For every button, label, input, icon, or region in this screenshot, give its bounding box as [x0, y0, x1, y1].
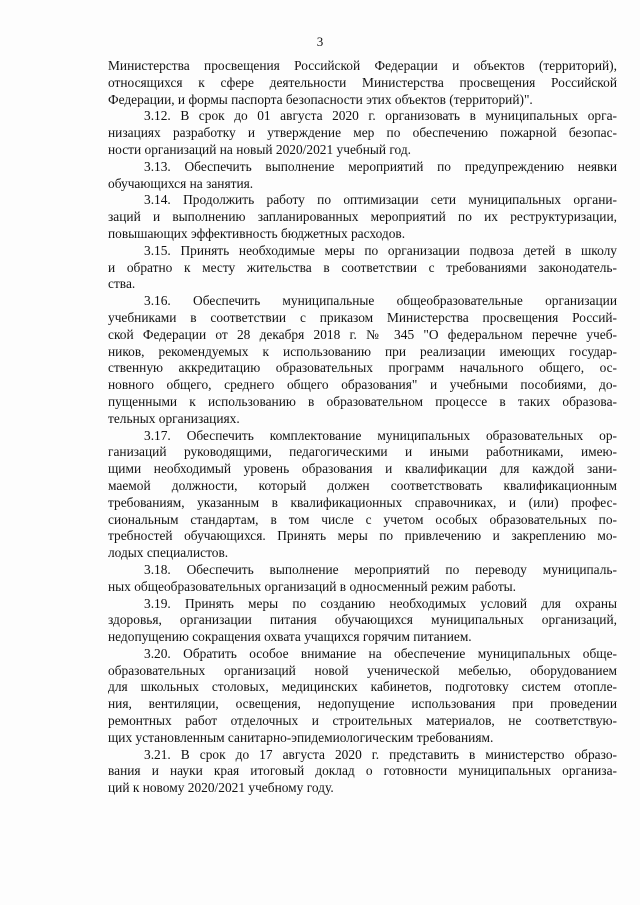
text-line: ников, рекомендуемых к использованию при реализации имеющих государ-	[108, 343, 617, 359]
text-line: пущенными к использованию в образовательном процессе в таких образова-	[108, 393, 617, 409]
text-line: ремонтных работ отделочных и строительных материалов, не соответствую-	[108, 713, 617, 729]
paragraph-3-21	[108, 747, 617, 797]
text-line: повышающих эффективность бюджетных расходов.	[108, 225, 406, 241]
text-line: относящихся к сфере деятельности Министерства просвещения Российской	[108, 74, 617, 90]
text-line: 3.17. Обеспечить комплектование муниципальных образовательных ор-	[144, 427, 617, 443]
text-line: щих установленным санитарно-эпидемиологическим требованиям.	[108, 729, 494, 745]
text-line: ных общеобразовательных организаций в односменный режим работы.	[108, 578, 517, 594]
text-line: 3.21. В срок до 17 августа 2020 г. представить в министерство образо-	[144, 746, 617, 762]
text-line: здоровья, организации питания обучающихся муниципальных организаций,	[108, 612, 617, 628]
text-line: ности организаций на новый 2020/2021 учебный год.	[108, 141, 412, 157]
text-line: ния, вентиляции, освещения, недопущение использования при проведении	[108, 696, 617, 712]
text-line: щими необходимый уровень образования и квалификации для каждой зани-	[108, 461, 617, 477]
text-line: ственную аккредитацию образовательных программ начального общего, ос-	[108, 360, 617, 376]
paragraph-cont	[108, 58, 617, 108]
text-line: образовательных организаций новой ученической мебелью, оборудованием	[108, 662, 617, 678]
text-line: недопущению сокращения охвата учащихся горячим питанием.	[108, 629, 472, 645]
page-number: 3	[316, 34, 324, 49]
paragraph-3-14	[108, 192, 617, 242]
text-line: сиональным стандартам, в том числе с учетом особых образовательных по-	[108, 511, 617, 527]
text-line: требованиям, указанным в квалификационных справочниках, и (или) профес-	[108, 494, 617, 510]
paragraph-3-17	[108, 428, 617, 562]
text-line: 3.18. Обеспечить выполнение мероприятий по переводу муниципаль-	[144, 561, 617, 577]
text-line: 3.14. Продолжить работу по оптимизации сети муниципальных органи-	[144, 192, 617, 208]
paragraph-3-16	[108, 293, 617, 427]
paragraph-3-20	[108, 646, 617, 747]
text-line: низациях разработку и утверждение мер по обеспечению пожарной безопас-	[108, 125, 617, 141]
text-line: ской Федерации от 28 декабря 2018 г. № 345 "О федеральном перечне учеб-	[108, 326, 617, 342]
paragraph-3-18	[108, 562, 617, 596]
text-line: новного общего, среднего общего образования" и учебными пособиями, до-	[108, 377, 617, 393]
text-line: маемой должности, который должен соответствовать квалификационным	[108, 477, 617, 493]
text-line: обучающихся на занятия.	[108, 175, 254, 191]
text-line: 3.20. Обратить особое внимание на обеспечение муниципальных обще-	[144, 645, 617, 661]
text-line: ций к новому 2020/2021 учебному году.	[108, 780, 334, 796]
text-line: требностей обучающихся. Принять меры по привлечению и закреплению мо-	[108, 528, 617, 544]
text-line: вания и науки края итоговый доклад о готовности муниципальных организа-	[108, 763, 617, 779]
paragraph-3-15	[108, 243, 617, 293]
text-line: ства.	[108, 276, 136, 292]
text-line: Министерства просвещения Российской Федерации и объектов (территорий),	[108, 58, 617, 73]
text-line: ганизаций руководящими, педагогическими и иными работниками, имею-	[108, 444, 617, 460]
text-line: 3.15. Принять необходимые меры по организации подвоза детей в школу	[144, 242, 617, 258]
text-line: учебниками в соответствии с приказом Министерства просвещения Россий-	[108, 309, 617, 325]
document-body	[108, 58, 617, 797]
text-line: 3.19. Принять меры по созданию необходимых условий для охраны	[144, 595, 617, 611]
paragraph-3-13	[108, 159, 617, 193]
text-line: Федерации, и формы паспорта безопасности этих объектов (территорий)".	[108, 91, 533, 107]
text-line: 3.12. В срок до 01 августа 2020 г. организовать в муниципальных орга-	[144, 108, 617, 124]
paragraph-3-12	[108, 108, 617, 158]
text-line: 3.16. Обеспечить муниципальные общеобразовательные организации	[144, 293, 617, 309]
text-line: 3.13. Обеспечить выполнение мероприятий по предупреждению неявки	[144, 158, 617, 174]
text-line: лодых специалистов.	[108, 545, 229, 561]
text-line: заций и выполнению запланированных мероприятий по их реструктуризации,	[108, 209, 617, 225]
text-line: для школьных столовых, медицинских кабинетов, подготовку систем отопле-	[108, 679, 617, 695]
paragraph-3-19	[108, 596, 617, 646]
text-line: тельных организациях.	[108, 410, 240, 426]
text-line: и обратно к месту жительства в соответствии с требованиями законодатель-	[108, 259, 617, 275]
